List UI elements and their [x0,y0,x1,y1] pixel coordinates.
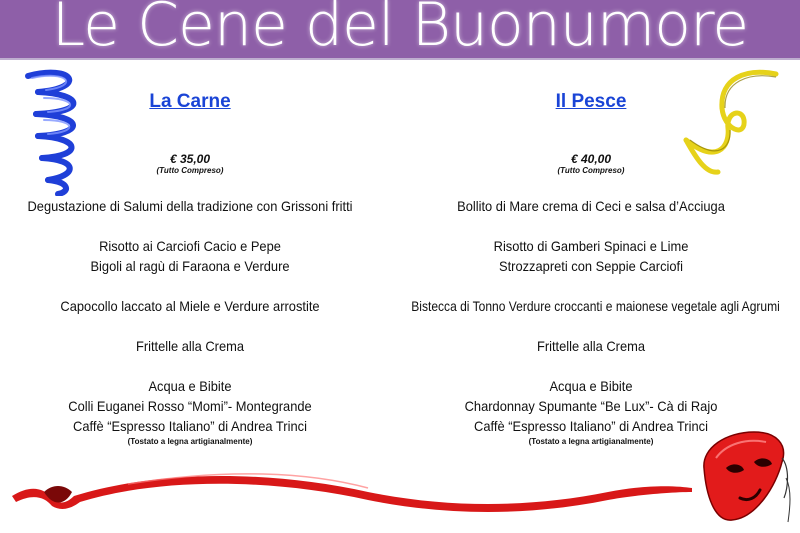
coffee-note: (Tostato a legna artigianalmente) [528,437,654,446]
course-starter: Bollito di Mare crema di Ceci e salsa d’Acciuga [457,198,725,214]
course-main: Capocollo laccato al Miele e Verdure arrostite [60,298,320,314]
course-first-1: Risotto di Gamberi Spinaci e Lime [493,238,689,254]
coffee: Caffè “Espresso Italiano” di Andrea Trinci [73,418,307,434]
price-pesce: € 40,00 [570,152,612,166]
course-starter: Degustazione di Salumi della tradizione con Grissoni fritti [27,198,353,214]
menu-pesce [382,88,800,448]
course-dessert: Frittelle alla Crema [135,338,245,354]
wine: Colli Euganei Rosso “Momi”- Montegrande [68,398,312,414]
carnival-mask-icon [696,428,792,528]
menu-heading-carne: La Carne [149,91,231,112]
coffee: Caffè “Espresso Italiano” di Andrea Trinci [474,418,708,434]
drinks: Acqua e Bibite [549,378,633,394]
coffee-note: (Tostato a legna artigianalmente) [127,437,253,446]
price-carne: € 35,00 [169,152,211,166]
course-first-2: Strozzapreti con Seppie Carciofi [499,258,683,274]
page-title: Le Cene del Buonumore [51,0,749,60]
title-banner [0,0,800,60]
price-note-carne: (Tutto Compreso) [156,166,224,175]
course-first-1: Risotto ai Carciofi Cacio e Pepe [99,238,281,254]
course-dessert: Frittelle alla Crema [536,338,646,354]
red-ribbon-icon [8,462,698,532]
drinks: Acqua e Bibite [148,378,232,394]
price-note-pesce: (Tutto Compreso) [557,166,625,175]
wine: Chardonnay Spumante “Be Lux”- Cà di Rajo [464,398,718,414]
menu-heading-pesce: Il Pesce [555,91,627,112]
menu-carne [0,88,380,448]
course-first-2: Bigoli al ragù di Faraona e Verdure [90,258,290,274]
course-main: Bistecca di Tonno Verdure croccanti e maionese vegetale agli Agrumi [411,298,780,314]
